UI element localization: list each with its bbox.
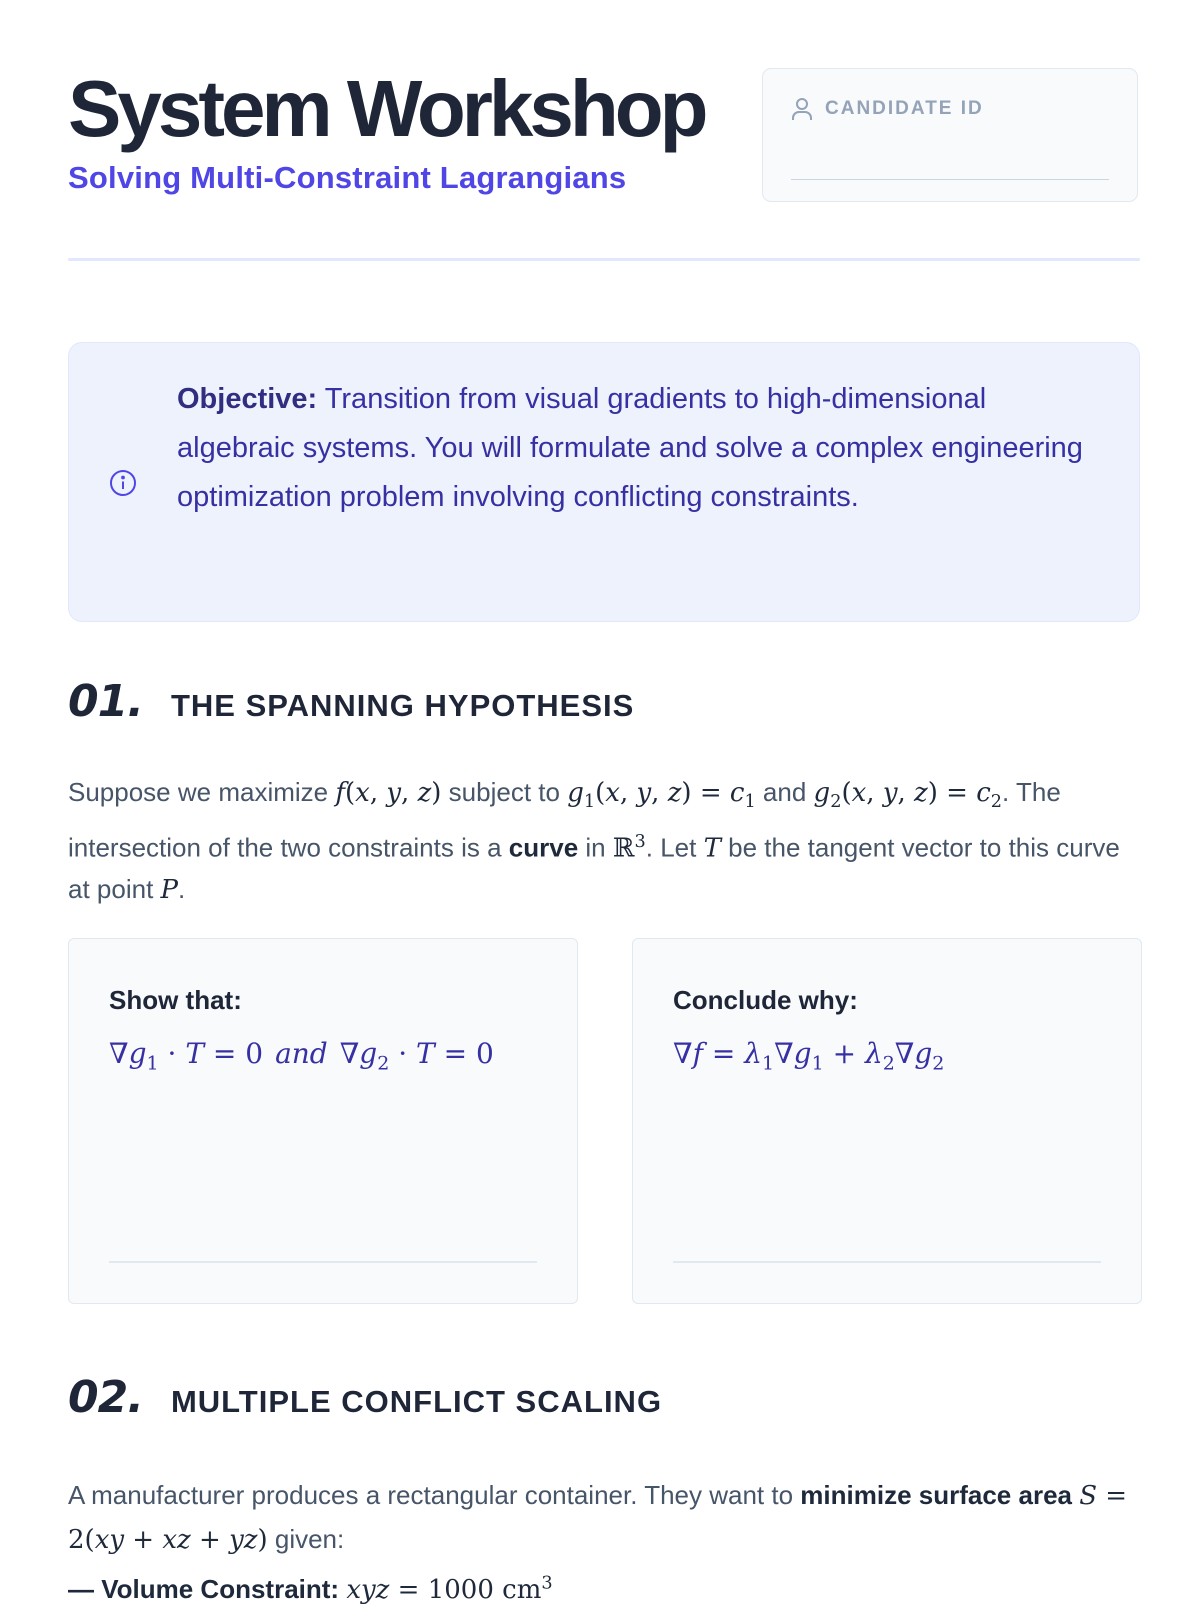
objective-text: Objective: Transition from visual gradients to high-dimensional algebraic systems. You will formulate and solve a complex engineering optimization problem involving conflicting constraints. [177, 383, 1083, 513]
section-1-title: THE SPANNING HYPOTHESIS [170, 688, 635, 723]
objective-callout [68, 342, 1140, 622]
math-f: f [335, 778, 345, 808]
conclude-why-label: Conclude why: [673, 985, 858, 1015]
candidate-id-box [762, 68, 1138, 202]
section-1-heading [68, 676, 634, 727]
header-divider [68, 258, 1140, 261]
candidate-id-label: CANDIDATE ID [825, 98, 984, 119]
conclude-why-card [632, 938, 1142, 1304]
show-that-card [68, 938, 578, 1304]
section-1-number: 01. [68, 676, 143, 727]
page-subtitle: Solving Multi-Constraint Lagrangians [68, 160, 627, 195]
math-g1: g [567, 778, 584, 808]
math-g2: g [813, 778, 831, 808]
page-title: System Workshop [68, 64, 705, 153]
conclude-why-equation: $\nabla f = \lambda_1\nabla g_1 + \lambda_2\nabla g_2$ [673, 1037, 945, 1075]
show-that-answer-line[interactable] [109, 1261, 537, 1263]
conclude-why-answer-line[interactable] [673, 1261, 1101, 1263]
section-2-title: MULTIPLE CONFLICT SCALING [170, 1384, 663, 1419]
section-2-heading [68, 1372, 662, 1423]
candidate-id-label-row [791, 97, 984, 121]
candidate-id-input[interactable] [791, 147, 1109, 180]
show-that-label: Show that: [109, 985, 242, 1015]
volume-constraint: — Volume Constraint: xyz = 1000 $cm^3$ [68, 1573, 553, 1605]
user-icon [791, 97, 813, 121]
section-2-number: 02. [68, 1372, 143, 1423]
section-1-paragraph: Suppose we maximize f(x, y, z) subject to $g_1(x$, y, $z) = c_1$ and $g_2(x$, y, $z) = c_2$. The intersection of the two constraints is a curve in ℝ$^3$. Let T be the tangent vector to this curve at point P. [68, 777, 1120, 905]
objective-label: Objective: [177, 383, 318, 415]
section-2-paragraph: A manufacturer produces a rectangular container. They want to minimize surface area S = 2(xy + xz + yz) given: — Volume Constraint: xyz = 1000 $cm^3$ [68, 1480, 1128, 1605]
show-that-equation: $\nabla g_1 \cdot T = 0$ and $\nabla g_2 \cdot T = 0$ [109, 1037, 494, 1075]
info-icon [109, 469, 137, 502]
